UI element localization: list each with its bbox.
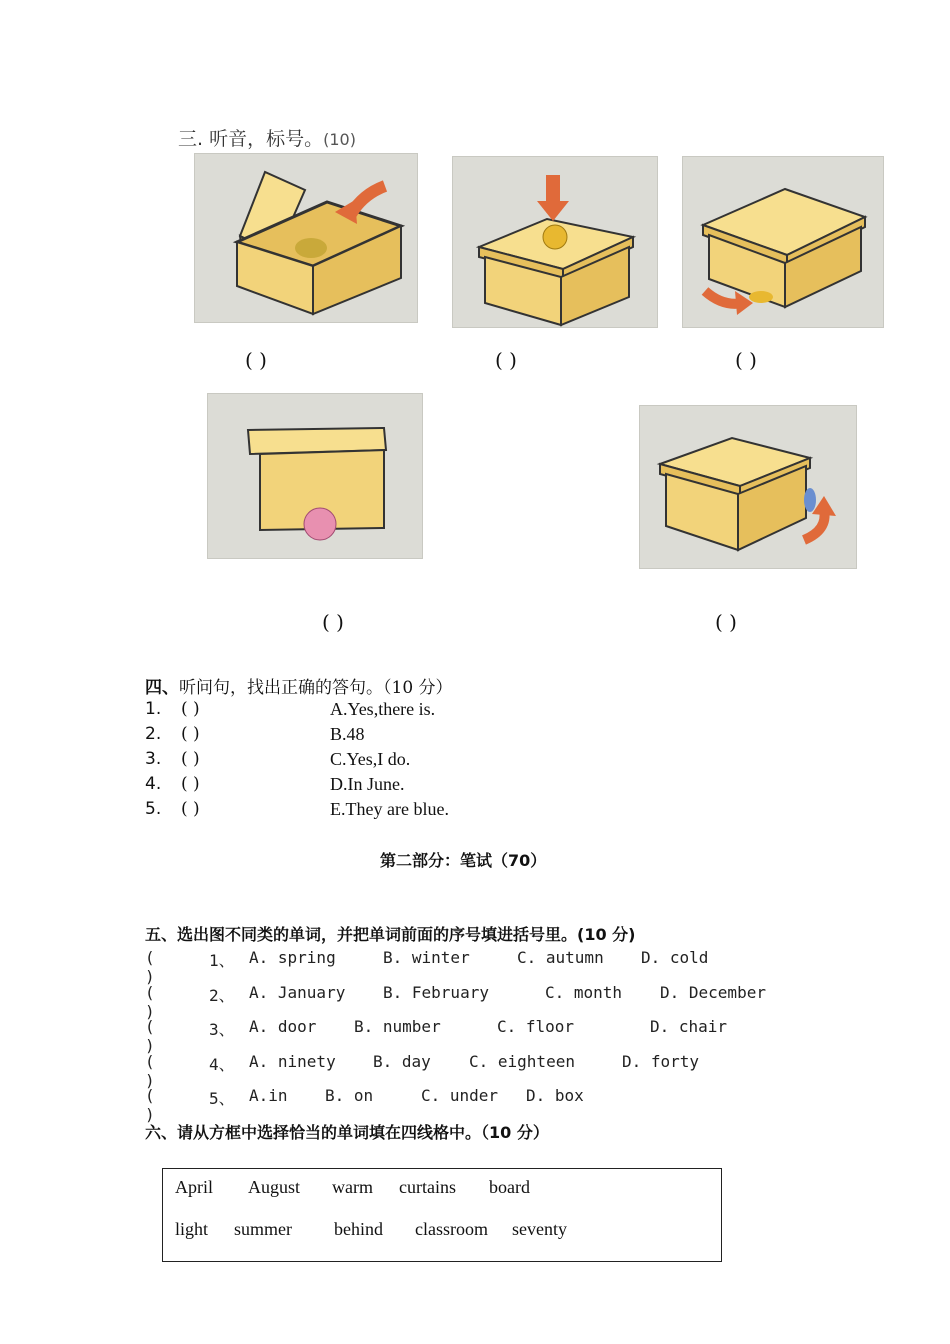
choice-number: 3、 — [209, 1020, 235, 1039]
option-d: D. box — [526, 1086, 584, 1105]
section4-title-text: 听问句，找出正确的答句。（10 分） — [179, 678, 453, 698]
picture-ball-on-box — [452, 156, 658, 328]
answer-option: E.They are blue. — [330, 799, 449, 819]
section6-title: 六、请从方框中选择恰当的单词填在四线格中。（10 分） — [145, 1123, 549, 1142]
option-d: D. December — [660, 983, 766, 1002]
choice-blank[interactable]: ( ) — [145, 1086, 155, 1124]
answer-option: C.Yes,I do. — [330, 749, 411, 769]
picture-ball-beside-box — [639, 405, 857, 569]
word-bank-word: summer — [234, 1219, 292, 1239]
answer-blank-4[interactable]: ( ) — [322, 610, 344, 634]
question-blank[interactable]: ( ) — [181, 799, 200, 819]
word-bank-word: August — [248, 1177, 301, 1197]
choice-blank[interactable]: ( ) — [145, 1052, 155, 1090]
answer-blank-2[interactable]: ( ) — [495, 348, 517, 372]
option-b: B. February — [383, 983, 489, 1002]
question-row-5 — [145, 799, 241, 819]
option-d: D. cold — [641, 948, 709, 967]
answer-option: B.48 — [330, 724, 365, 744]
word-bank-word: curtains — [399, 1177, 456, 1197]
choice-number: 4、 — [209, 1055, 235, 1074]
section5-title: 五、选出图不同类的单词，并把单词前面的序号填进括号里。(10 分) — [145, 925, 636, 944]
word-bank-word: board — [489, 1177, 530, 1197]
choice-blank[interactable]: ( ) — [145, 983, 155, 1021]
choice-blank[interactable]: ( ) — [145, 1017, 155, 1055]
question-number: 4. — [145, 774, 162, 794]
question-number: 2. — [145, 724, 162, 744]
option-b: B. day — [373, 1052, 431, 1071]
section4-title — [145, 673, 453, 698]
question-number: 1. — [145, 699, 162, 719]
word-bank-word: seventy — [512, 1219, 567, 1239]
option-c: C. month — [545, 983, 623, 1002]
option-b: B. number — [354, 1017, 441, 1036]
question-row-4 — [145, 774, 241, 794]
choice-number: 5、 — [209, 1089, 235, 1108]
option-a: A. door — [249, 1017, 317, 1036]
answer-blank-3[interactable]: ( ) — [735, 348, 757, 372]
word-bank-word: behind — [334, 1219, 383, 1239]
word-bank-word: warm — [332, 1177, 373, 1197]
answer-option: D.In June. — [330, 774, 405, 794]
question-blank[interactable]: ( ) — [181, 749, 200, 769]
option-a: A. spring — [249, 948, 336, 967]
option-c: C. eighteen — [469, 1052, 575, 1071]
option-a: A. January — [249, 983, 346, 1002]
choice-blank[interactable]: ( ) — [145, 948, 155, 986]
word-bank-word: April — [175, 1177, 213, 1197]
word-bank-word: light — [175, 1219, 209, 1239]
question-number: 3. — [145, 749, 162, 769]
choice-number: 2、 — [209, 986, 235, 1005]
word-bank-word: classroom — [415, 1219, 488, 1239]
section3-title-text: 三. 听音，标号。 — [178, 128, 324, 150]
answer-blank-1[interactable]: ( ) — [245, 348, 267, 372]
section3-title — [178, 124, 356, 151]
question-blank[interactable]: ( ) — [181, 699, 200, 719]
question-row-2 — [145, 724, 241, 744]
question-blank[interactable]: ( ) — [181, 774, 200, 794]
option-b: B. on — [325, 1086, 374, 1105]
section4-title-number: 四、 — [145, 678, 179, 698]
answer-blank-5[interactable]: ( ) — [715, 610, 737, 634]
option-b: B. winter — [383, 948, 470, 967]
question-row-3 — [145, 749, 241, 769]
option-c: C. under — [421, 1086, 499, 1105]
picture-ball-behind-box — [682, 156, 884, 328]
picture-ball-under-box — [207, 393, 423, 559]
option-a: A. ninety — [249, 1052, 336, 1071]
answer-option: A.Yes,there is. — [330, 699, 436, 719]
option-d: D. chair — [650, 1017, 728, 1036]
part2-title: 第二部分：笔试（70） — [380, 851, 547, 870]
picture-ball-in-box — [194, 153, 418, 323]
question-number: 5. — [145, 799, 162, 819]
option-c: C. autumn — [517, 948, 604, 967]
option-c: C. floor — [497, 1017, 575, 1036]
choice-number: 1、 — [209, 951, 235, 970]
option-a: A.in — [249, 1086, 288, 1105]
question-row-1 — [145, 699, 241, 719]
section3-points: (10) — [323, 130, 356, 149]
word-bank-box — [162, 1168, 722, 1262]
option-d: D. forty — [622, 1052, 700, 1071]
question-blank[interactable]: ( ) — [181, 724, 200, 744]
